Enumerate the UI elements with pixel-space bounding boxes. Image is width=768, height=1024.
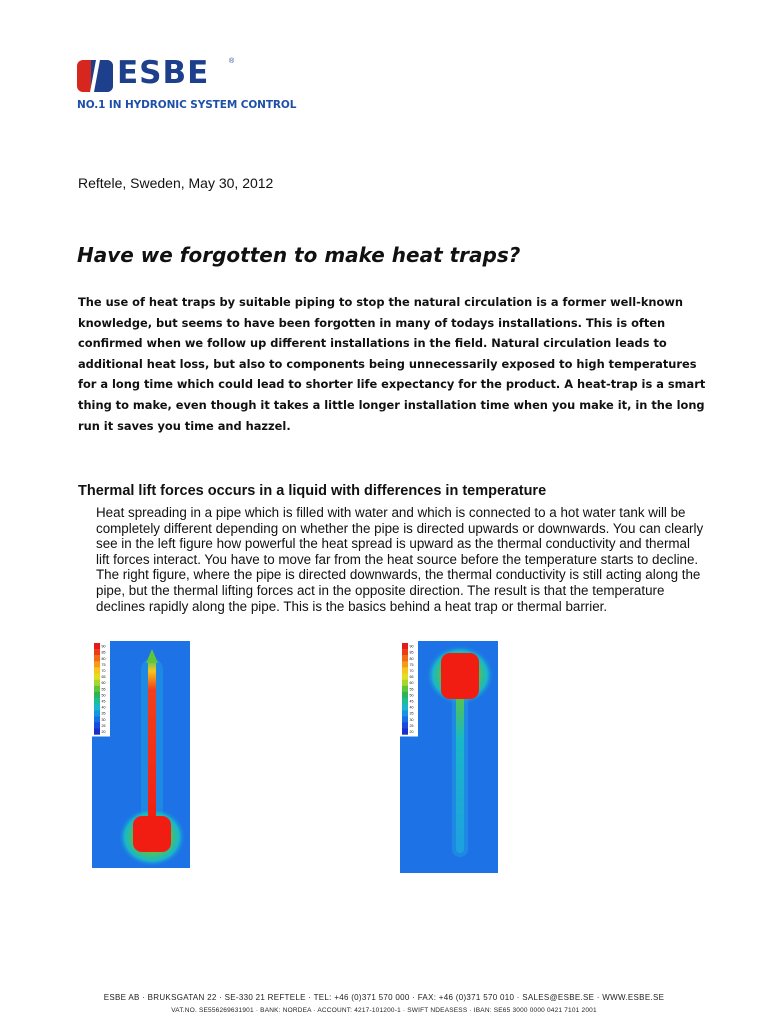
scale-swatch (402, 692, 408, 698)
hot-tank (133, 816, 171, 852)
scale-swatch (94, 643, 100, 649)
scale-label: 45 (101, 699, 106, 704)
registered-mark: ® (229, 58, 235, 65)
esbe-logo-mark-icon (77, 60, 113, 92)
color-scale (92, 641, 110, 737)
scale-swatch (402, 686, 408, 692)
scale-swatch (94, 716, 100, 722)
scale-label: 80 (409, 656, 414, 661)
scale-swatch (94, 680, 100, 686)
scale-label: 70 (409, 669, 414, 673)
scale-swatch (94, 655, 100, 661)
hot-tank (441, 653, 479, 699)
scale-label: 30 (101, 717, 106, 722)
scale-label: 65 (409, 675, 414, 680)
scale-swatch (94, 686, 100, 692)
scale-label: 35 (409, 711, 414, 716)
scale-label: 90 (409, 644, 414, 649)
scale-label: 85 (409, 650, 414, 655)
scale-swatch (402, 655, 408, 661)
scale-swatch (94, 692, 100, 698)
scale-label: 40 (101, 705, 106, 710)
scale-swatch (402, 643, 408, 649)
scale-swatch (94, 722, 100, 728)
pipe-hot (148, 659, 156, 829)
scale-swatch (402, 680, 408, 686)
scale-swatch (402, 649, 408, 655)
scale-swatch (94, 667, 100, 673)
scale-label: 85 (101, 650, 106, 655)
pipe-cool (456, 691, 464, 853)
scale-label: 75 (409, 662, 414, 667)
scale-label: 55 (409, 687, 414, 692)
scale-label: 20 (409, 730, 414, 734)
scale-label: 55 (101, 687, 106, 692)
scale-label: 75 (101, 662, 106, 667)
scale-label: 25 (409, 723, 414, 728)
figure-upward-pipe (92, 641, 190, 868)
brand-tagline: NO.1 IN HYDRONIC SYSTEM CONTROL (77, 99, 297, 111)
brand-name: ESBE (117, 55, 210, 91)
dateline: Reftele, Sweden, May 30, 2012 (78, 175, 274, 191)
scale-label: 60 (409, 681, 414, 686)
scale-swatch (402, 704, 408, 710)
scale-swatch (94, 674, 100, 680)
scale-swatch (94, 698, 100, 704)
scale-label: 90 (101, 644, 106, 649)
scale-swatch (402, 674, 408, 680)
footer-bank-details: VAT.NO. SE556269631901 · BANK: NORDEA · ACCOUNT: 4217-101200-1 · SWIFT NDEASESS · IBAN: SE65 3000 0000 0421 7101 2001 (171, 1007, 597, 1014)
scale-label: 70 (101, 669, 106, 673)
scale-label: 20 (101, 730, 106, 734)
section-body: Heat spreading in a pipe which is filled with water and which is connected to a hot water tank will be completely different depending on whether the pipe is directed upwards or downwards. You can clearly see in the left figure how powerful the heat spread is upward as the thermal conductivity and thermal lift forces interact. You have to move far from the heat source before the temperature starts to decline. The right figure, where the pipe is directed downwards, the thermal conductivity is still acting along the pipe, but the thermal lifting forces act in the opposite direction. The result is that the temperature declines rapidly along the pipe. This is the basics behind a heat trap or thermal barrier. (96, 505, 704, 614)
scale-label: 65 (101, 675, 106, 680)
scale-swatch (402, 728, 408, 734)
scale-swatch (402, 710, 408, 716)
scale-label: 45 (409, 699, 414, 704)
scale-swatch (402, 698, 408, 704)
scale-swatch (94, 728, 100, 734)
scale-swatch (402, 667, 408, 673)
scale-label: 80 (101, 656, 106, 661)
scale-swatch (402, 716, 408, 722)
scale-swatch (94, 661, 100, 667)
color-scale (400, 641, 418, 737)
scale-swatch (402, 661, 408, 667)
scale-label: 40 (409, 705, 414, 710)
scale-label: 60 (101, 681, 106, 686)
figure-downward-pipe (400, 641, 498, 873)
scale-swatch (94, 710, 100, 716)
scale-swatch (402, 722, 408, 728)
scale-label: 35 (101, 711, 106, 716)
section-heading: Thermal lift forces occurs in a liquid with differences in temperature (78, 483, 547, 499)
intro-paragraph: The use of heat traps by suitable piping to stop the natural circulation is a former well-known knowledge, but seems to have been forgotten in many of todays installations. This is often confirmed when we follow up different installations in the field. Natural circulation leads to additional heat loss, but also to components being unnecessarily exposed to high temperatures for a long time which could lead to shorter life expectancy for the product. A heat-trap is a smart thing to make, even though it takes a little longer installation time when you make it, in the long run it saves you time and hazzel. (78, 295, 706, 433)
scale-swatch (94, 649, 100, 655)
scale-label: 30 (409, 717, 414, 722)
scale-label: 25 (101, 723, 106, 728)
headline: Have we forgotten to make heat traps? (77, 243, 521, 267)
scale-label: 50 (101, 693, 106, 698)
scale-label: 50 (409, 693, 414, 698)
footer-address: ESBE AB · BRUKSGATAN 22 · SE-330 21 REFTELE · TEL: +46 (0)371 570 000 · FAX: +46 (0)371 570 010 · SALES@ESBE.SE · WWW.ESBE.SE (103, 993, 665, 1002)
scale-swatch (94, 704, 100, 710)
esbe-logo (77, 55, 297, 114)
